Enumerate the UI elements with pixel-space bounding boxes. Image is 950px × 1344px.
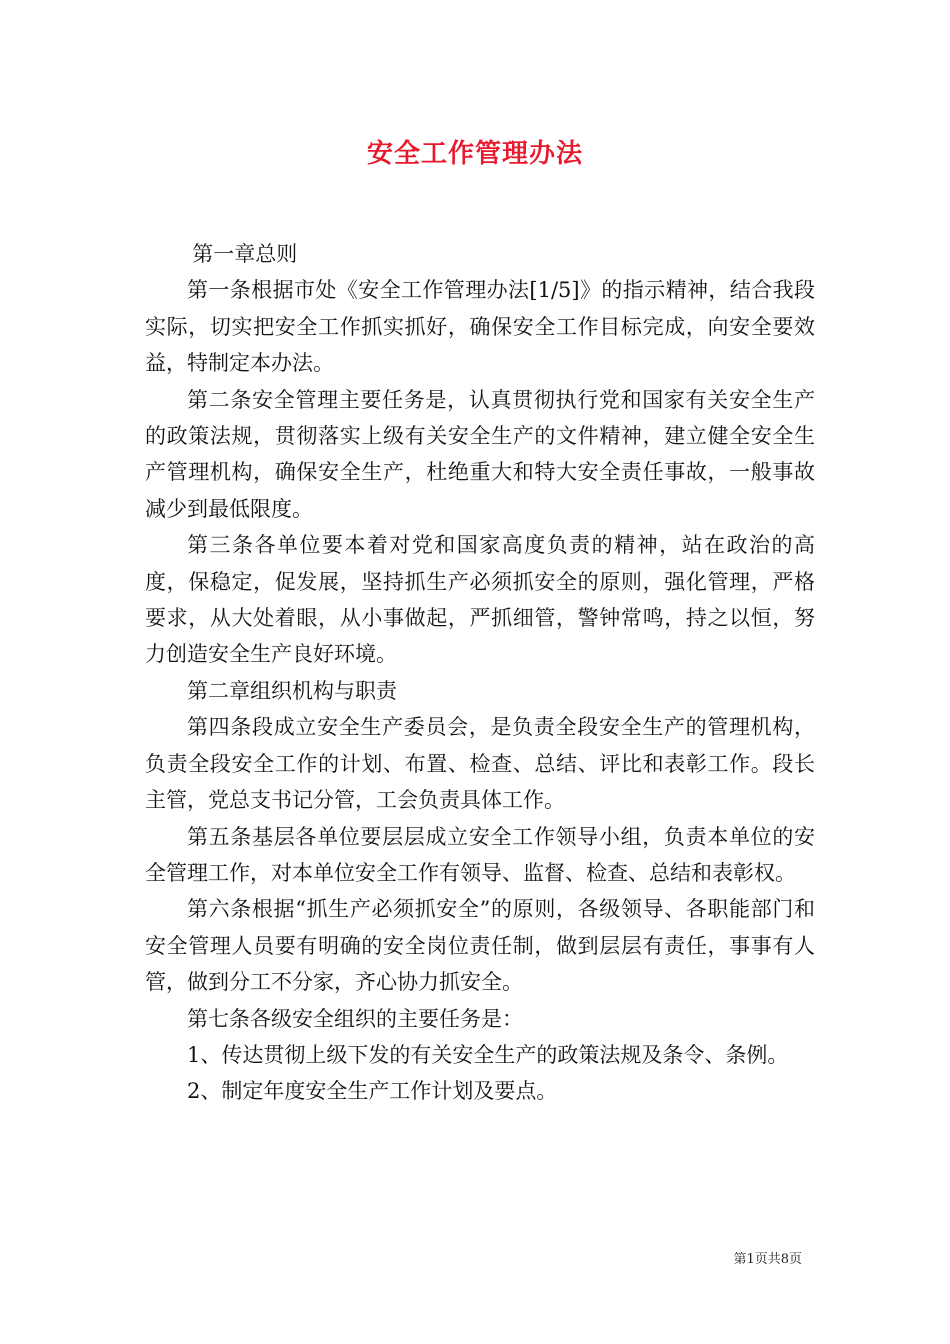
document-body [145, 236, 815, 1110]
page-number: 第1页共8页 [733, 1252, 802, 1267]
paragraph: 第七条各级安全组织的主要任务是： [187, 1006, 523, 1031]
paragraph: 第六条根据“抓生产必须抓安全”的原则，各级领导、各职能部门和安全管理人员要有明确的安全岗位责任制，做到层层有责任，事事有人管，做到分工不分家，齐心协力抓安全。 [145, 897, 815, 995]
document-title: 安全工作管理办法 [366, 139, 583, 169]
paragraph: 第五条基层各单位要层层成立安全工作领导小组，负责本单位的安全管理工作，对本单位安全工作有领导、监督、检查、总结和表彰权。 [145, 824, 815, 885]
list-item: 2、制定年度安全生产工作计划及要点。 [187, 1079, 558, 1104]
list-item: 1、传达贯彻上级下发的有关安全生产的政策法规及条令、条例。 [187, 1042, 789, 1067]
chapter-heading: 第二章组织机构与职责 [187, 678, 397, 703]
paragraph: 第一条根据市处《安全工作管理办法[1/5]》的指示精神，结合我段实际，切实把安全工作抓实抓好，确保安全工作目标完成，向安全要效益，特制定本办法。 [145, 278, 815, 376]
paragraph: 第三条各单位要本着对党和国家高度负责的精神，站在政治的高度，保稳定，促发展，坚持抓生产必须抓安全的原则，强化管理，严格要求，从大处着眼，从小事做起，严抓细管，警钟常鸣，持之以恒，努力创造安全生产良好环境。 [145, 533, 815, 667]
paragraph: 第四条段成立安全生产委员会，是负责全段安全生产的管理机构，负责全段安全工作的计划、布置、检查、总结、评比和表彰工作。段长主管，党总支书记分管，工会负责具体工作。 [145, 715, 815, 813]
chapter-heading: 第一章总则 [192, 242, 298, 266]
paragraph: 第二条安全管理主要任务是，认真贯彻执行党和国家有关安全生产的政策法规，贯彻落实上级有关安全生产的文件精神，建立健全安全生产管理机构，确保安全生产，杜绝重大和特大安全责任事故，一般事故减少到最低限度。 [145, 387, 815, 521]
